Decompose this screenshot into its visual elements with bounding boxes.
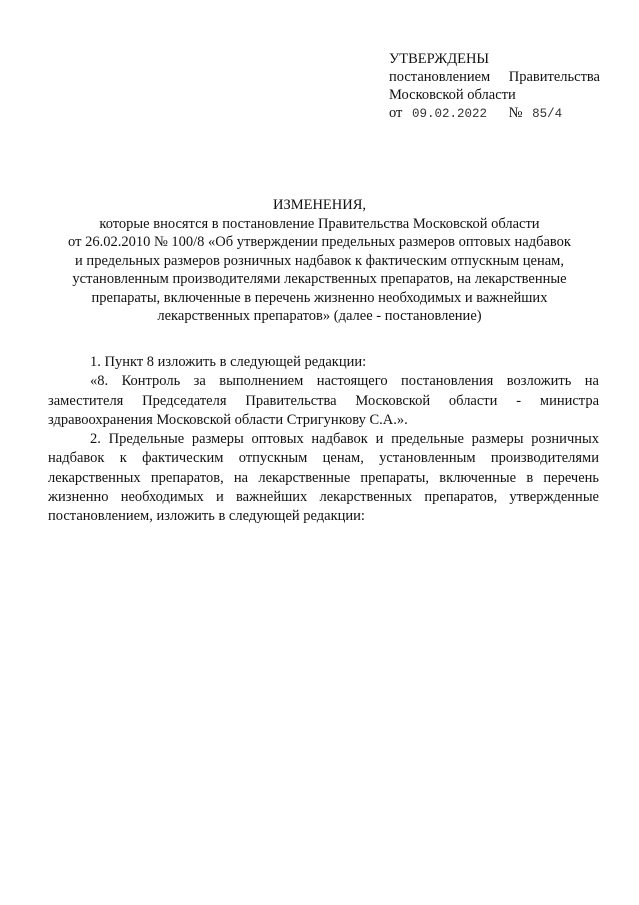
number-value: 85/4 bbox=[532, 107, 563, 121]
approval-line-1 bbox=[389, 68, 600, 86]
title-line: установленным производителями лекарственных препаратов, на лекарственные bbox=[72, 271, 567, 287]
date-value: 09.02.2022 bbox=[412, 107, 488, 121]
document-body bbox=[48, 353, 599, 527]
paragraph-item-8-quote: «8. Контроль за выполнением настоящего постановления возложить на заместителя Председателя Правительства Московской области - министра здравоохранения Московской области Стригункову С.А.». bbox=[48, 373, 599, 428]
paragraph-item-2: 2. Предельные размеры оптовых надбавок и предельные размеры розничных надбавок к фактическим отпускным ценам, установленным производителями лекарственных препаратов, на лекарственные препараты, включенные в перечень жизненно необходимых и важнейших лекарственных препаратов, утвержденные постановлением, изложить в следующей редакции: bbox=[48, 431, 599, 525]
document-heading: ИЗМЕНЕНИЯ, bbox=[272, 197, 367, 213]
approval-line-1-right: Правительства bbox=[508, 69, 600, 85]
approval-status: УТВЕРЖДЕНЫ bbox=[389, 51, 490, 67]
title-line: которые вносятся в постановление Правительства Московской области bbox=[99, 215, 540, 232]
number-prefix: № bbox=[508, 105, 523, 121]
approval-stamp-block bbox=[389, 50, 614, 123]
title-line: от 26.02.2010 № 100/8 «Об утверждении предельных размеров оптовых надбавок bbox=[68, 234, 571, 250]
document-title-block bbox=[40, 196, 599, 326]
paragraph-item-1: 1. Пункт 8 изложить в следующей редакции: bbox=[90, 354, 367, 370]
title-line: лекарственных препаратов» (далее - постановление) bbox=[157, 308, 482, 324]
approval-date-number-row bbox=[389, 104, 614, 123]
approval-line-2: Московской области bbox=[389, 87, 516, 103]
approval-line-1-left: постановлением bbox=[389, 69, 491, 85]
title-line: и предельных размеров розничных надбавок к фактическим отпускным ценам, bbox=[75, 252, 564, 269]
title-line: препараты, включенные в перечень жизненно необходимых и важнейших bbox=[91, 289, 548, 306]
date-prefix: от bbox=[389, 105, 403, 121]
